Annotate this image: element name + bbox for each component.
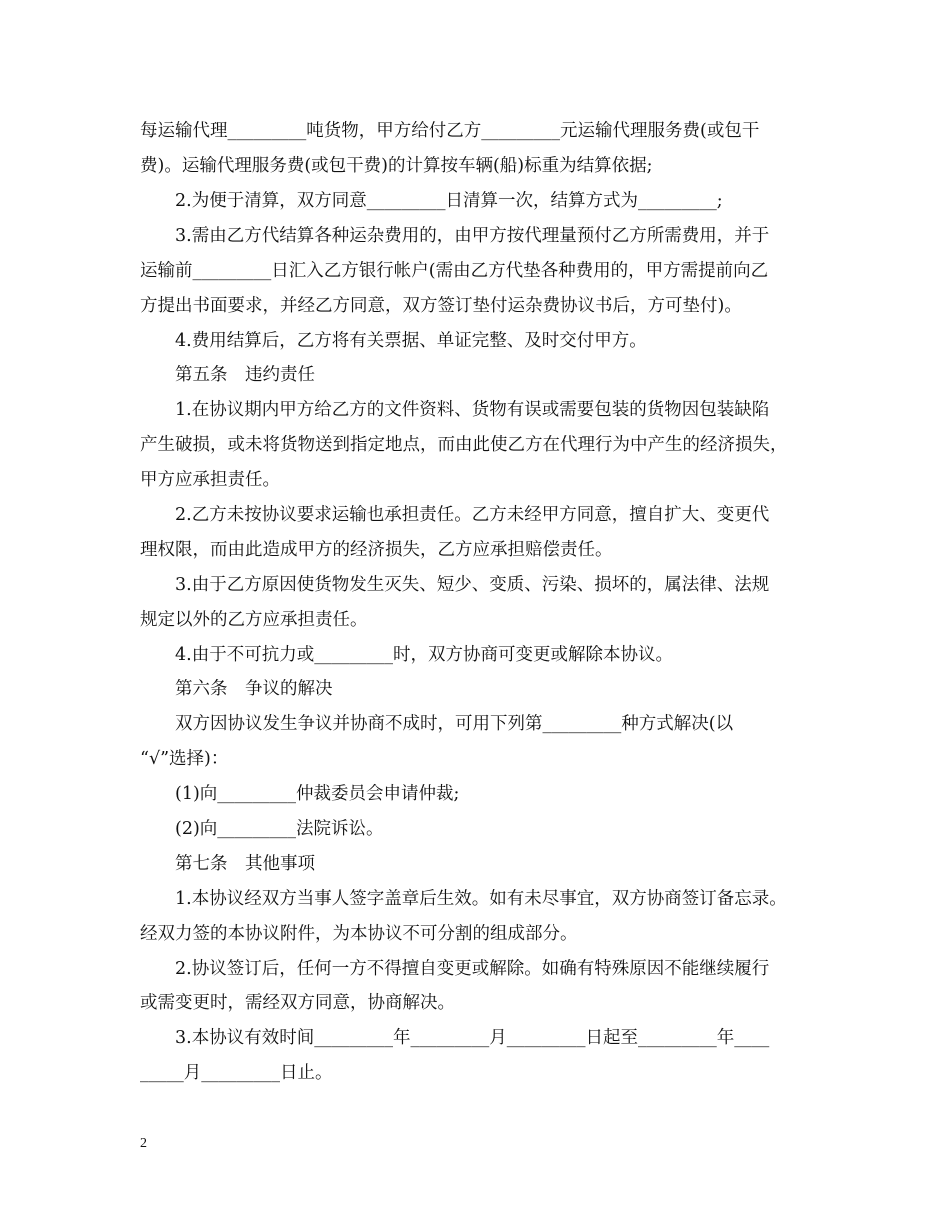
text-line: 或需变更时，需经双方同意，协商解决。 [140,993,455,1013]
text-line: 3.本协议有效时间_________年_________月_________日起至_________年____ [175,1028,770,1048]
text-line: (2)向_________法院诉讼。 [175,819,384,839]
text-line: 2.乙方未按协议要求运输也承担责任。乙方未经甲方同意，擅自扩大、变更代 [175,505,770,525]
section-heading: 第六条 争议的解决 [175,679,333,699]
text-line: 方提出书面要求，并经乙方同意，双方签订垫付运杂费协议书后，方可垫付)。 [140,296,742,316]
text-line: 运输前_________日汇入乙方银行帐户(需由乙方代垫各种费用的，甲方需提前向乙 [140,261,769,281]
text-line: 1.本协议经双方当事人签字盖章后生效。如有未尽事宜，双方协商签订备忘录。 [175,889,787,909]
text-line: 1.在协议期内甲方给乙方的文件资料、货物有误或需要包装的货物因包装缺陷 [175,400,770,420]
text-line: (1)向_________仲裁委员会申请仲裁; [175,784,460,804]
text-line: 费)。运输代理服务费(或包干费)的计算按车辆(船)标重为结算依据; [140,156,653,176]
text-line: 3.需由乙方代结算各种运杂费用的，由甲方按代理量预付乙方所需费用，并于 [175,226,770,246]
text-line: 每运输代理_________吨货物，甲方给付乙方_________元运输代理服务费(或包干 [140,121,760,141]
text-line: 4.费用结算后，乙方将有关票据、单证完整、及时交付甲方。 [175,331,647,351]
text-line: 4.由于不可抗力或_________时，双方协商可变更或解除本协议。 [175,645,673,665]
section-heading: 第七条 其他事项 [175,854,315,874]
text-line: 2.协议签订后，任何一方不得擅自变更或解除。如确有特殊原因不能继续履行 [175,959,770,979]
text-line: 理权限，而由此造成甲方的经济损失，乙方应承担赔偿责任。 [140,540,613,560]
text-line: _____月_________日止。 [140,1063,333,1083]
text-line: 经双力签的本协议附件，为本协议不可分割的组成部分。 [140,924,578,944]
text-line: 3.由于乙方原因使货物发生灭失、短少、变质、污染、损坏的，属法律、法规 [175,575,770,595]
text-line: “√”选择)： [140,749,229,769]
page-number: 2 [140,1136,147,1151]
text-line: 产生破损，或未将货物送到指定地点，而由此使乙方在代理行为中产生的经济损失， [140,435,788,455]
text-line: 2.为便于清算，双方同意_________日清算一次，结算方式为_________; [175,191,723,211]
text-line: 甲方应承担责任。 [140,470,280,490]
text-line: 双方因协议发生争议并协商不成时，可用下列第_________种方式解决(以 [175,714,734,734]
text-line: 规定以外的乙方应承担责任。 [140,610,368,630]
section-heading: 第五条 违约责任 [175,365,315,385]
